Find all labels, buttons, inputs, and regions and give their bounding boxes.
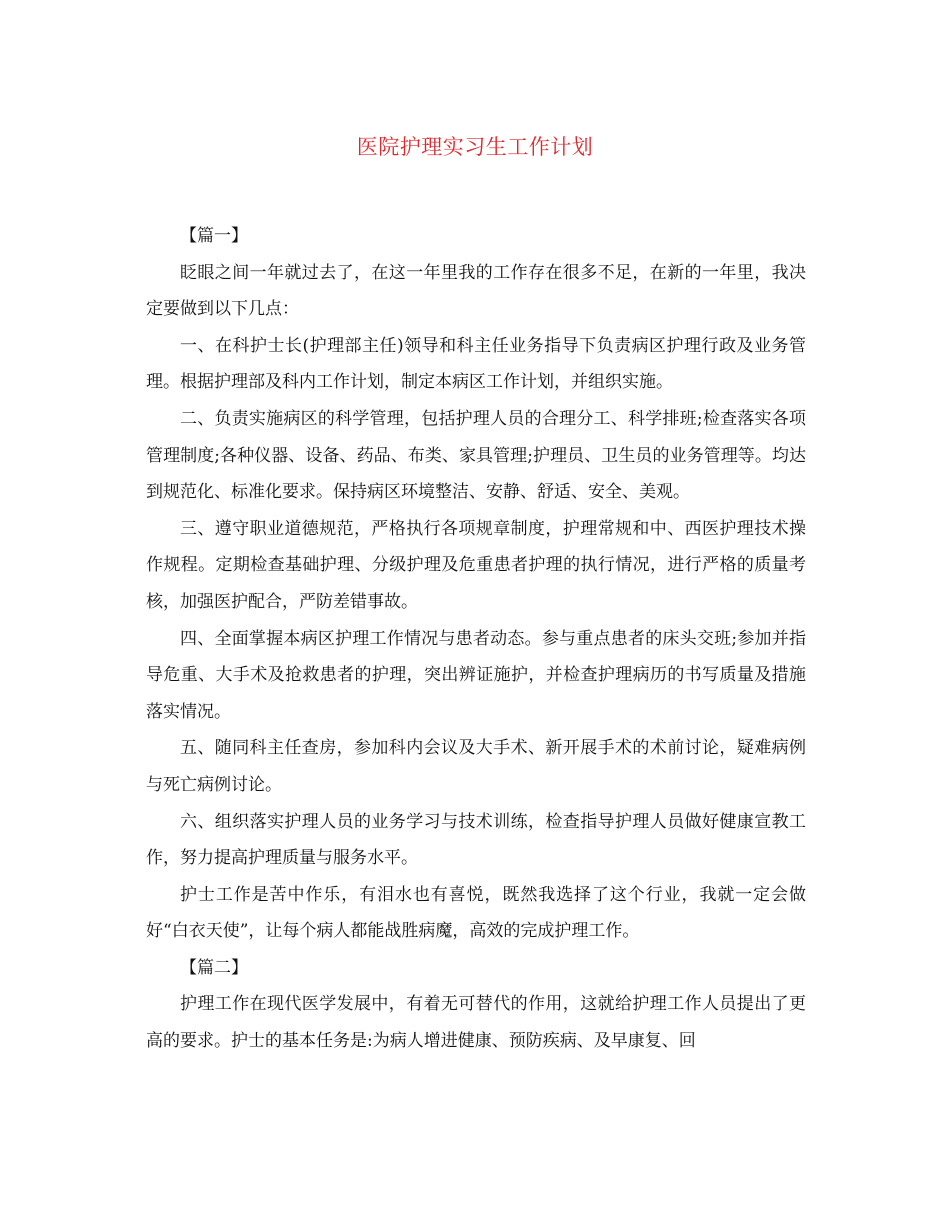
paragraph-intro: 眨眼之间一年就过去了，在这一年里我的工作存在很多不足，在新的一年里，我决定要做到以下几点： [146,262,806,320]
document-body [146,218,806,1060]
paragraph-item-3: 三、遵守职业道德规范，严格执行各项规章制度，护理常规和中、西医护理技术操作规程。定期检查基础护理、分级护理及危重患者护理的执行情况，进行严格的质量考核，加强医护配合，严防差错事故。 [146,518,806,612]
paragraph-item-2: 二、负责实施病区的科学管理，包括护理人员的合理分工、科学排班;检查落实各项管理制度;各种仪器、设备、药品、布类、家具管理;护理员、卫生员的业务管理等。均达到规范化、标准化要求。保持病区环境整洁、安静、舒适、安全、美观。 [146,408,806,503]
paragraph-item-1: 一、在科护士长(护理部主任)领导和科主任业务指导下负责病区护理行政及业务管理。根据护理部及科内工作计划，制定本病区工作计划，并组织实施。 [146,335,806,393]
section-heading-1: 【篇一】 [180,226,248,246]
paragraph-item-6: 六、组织落实护理人员的业务学习与技术训练，检查指导护理人员做好健康宣教工作，努力提高护理质量与服务水平。 [146,811,806,869]
paragraph-item-5: 五、随同科主任查房，参加科内会议及大手术、新开展手术的术前讨论，疑难病例与死亡病例讨论。 [146,738,806,795]
document-title: 医院护理实习生工作计划 [356,135,594,159]
section-heading-2: 【篇二】 [180,957,248,978]
paragraph-section2-intro: 护理工作在现代医学发展中，有着无可替代的作用，这就给护理工作人员提出了更高的要求。护士的基本任务是:为病人增进健康、预防疾病、及早康复、回 [146,994,806,1052]
paragraph-closing: 护士工作是苦中作乐，有泪水也有喜悦，既然我选择了这个行业，我就一定会做好“白衣天使”，让每个病人都能战胜病魔，高效的完成护理工作。 [146,884,806,942]
paragraph-item-4: 四、全面掌握本病区护理工作情况与患者动态。参与重点患者的床头交班;参加并指导危重、大手术及抢救患者的护理，突出辨证施护，并检查护理病历的书写质量及措施落实情况。 [146,628,806,722]
